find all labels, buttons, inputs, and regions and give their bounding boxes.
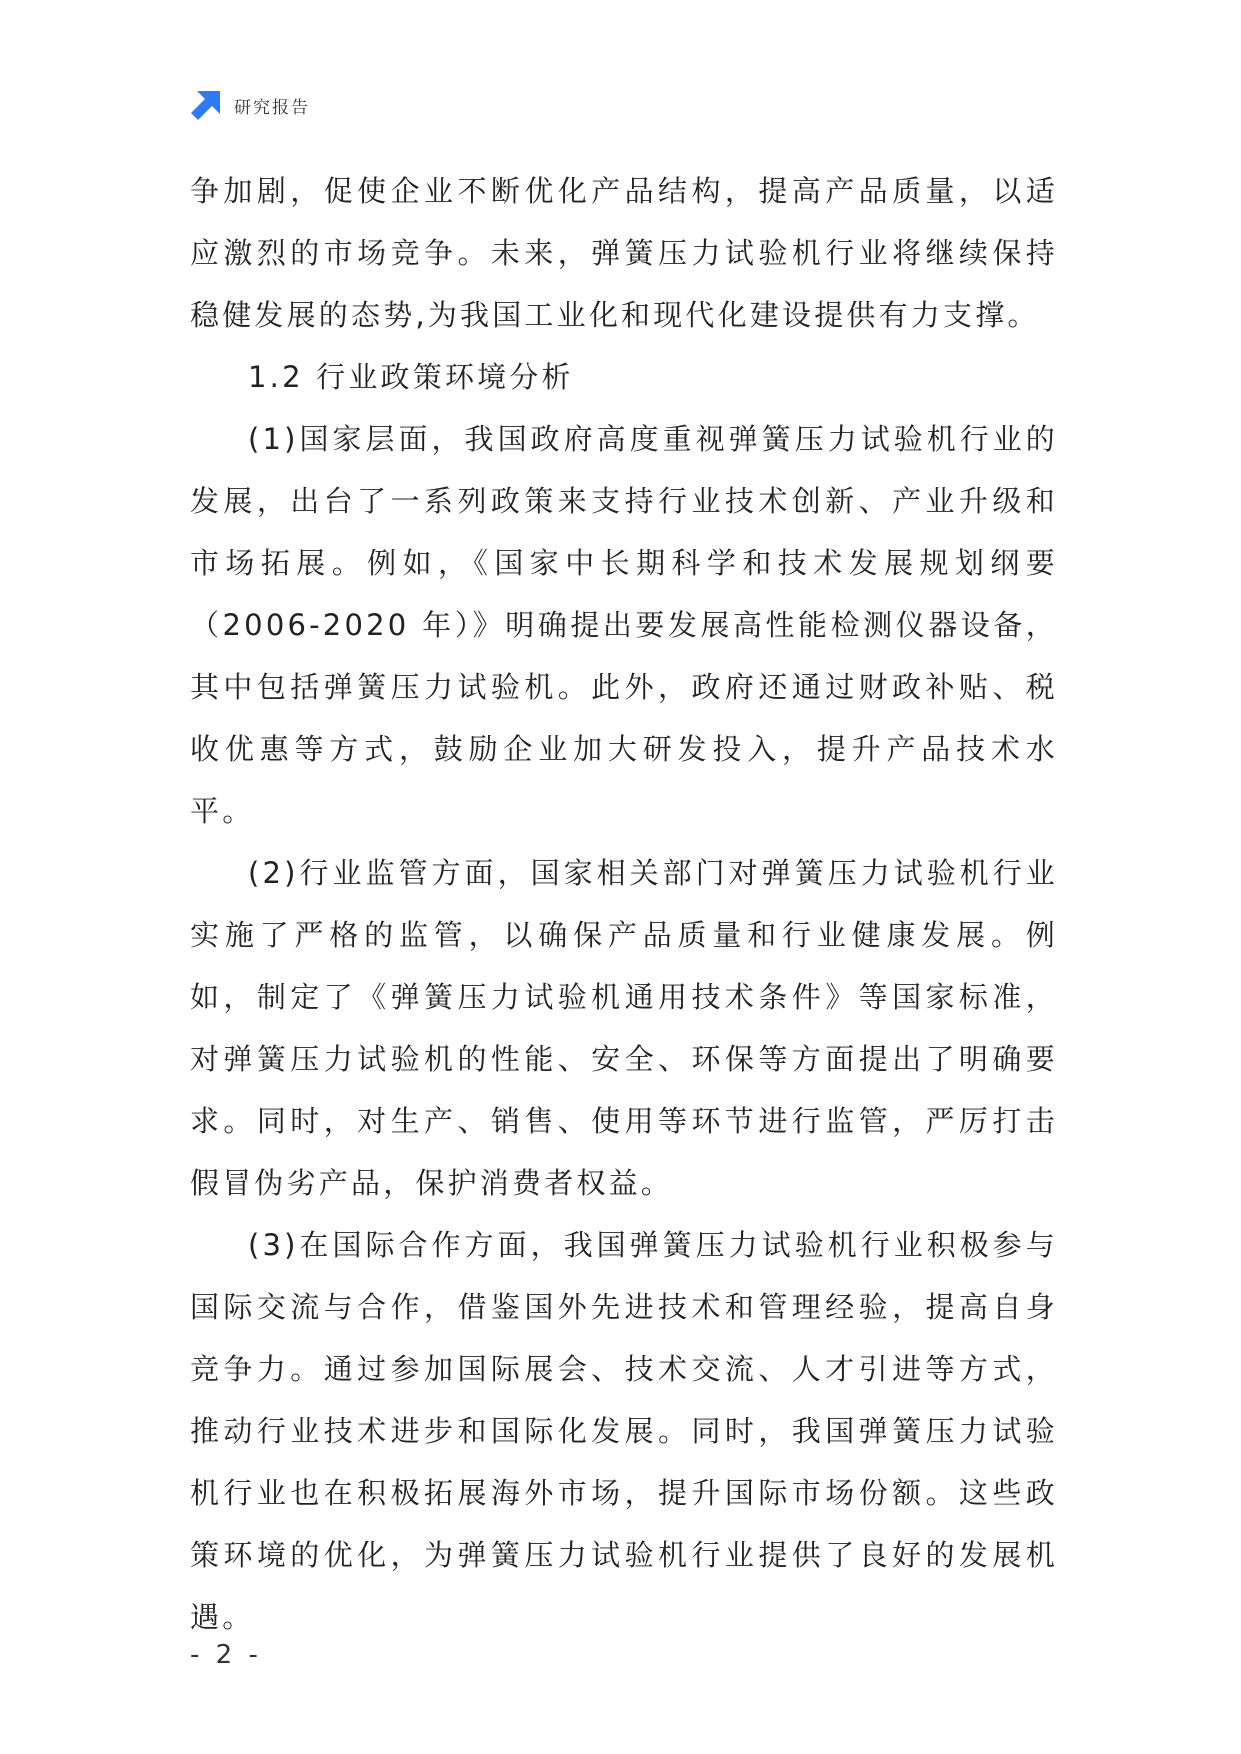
- header-title: 研究报告: [234, 97, 310, 118]
- paragraph-industry-regulation: (2)行业监管方面，国家相关部门对弹簧压力试验机行业实施了严格的监管，以确保产品质量和行业健康发展。例如，制定了《弹簧压力试验机通用技术条件》等国家标准，对弹簧压力试验机的性能、安全、环保等方面提出了明确要求。同时，对生产、销售、使用等环节进行监管，严厉打击假冒伪劣产品，保护消费者权益。: [190, 856, 1058, 1200]
- paragraph-international-cooperation: (3)在国际合作方面，我国弹簧压力试验机行业积极参与国际交流与合作，借鉴国外先进技术和管理经验，提高自身竞争力。通过参加国际展会、技术交流、人才引进等方式，推动行业技术进步和国际化发展。同时，我国弹簧压力试验机行业也在积极拓展海外市场，提升国际市场份额。这些政策环境的优化，为弹簧压力试验机行业提供了良好的发展机遇。: [190, 1228, 1058, 1634]
- arrow-up-right-icon: [190, 89, 222, 121]
- page-number: - 2 -: [190, 1640, 262, 1670]
- document-body: [190, 160, 1058, 1648]
- page-header: [190, 88, 310, 122]
- paragraph-continuation: 争加剧，促使企业不断优化产品结构，提高产品质量，以适应激烈的市场竞争。未来，弹簧压力试验机行业将继续保持稳健发展的态势,为我国工业化和现代化建设提供有力支撑。: [190, 174, 1058, 332]
- paragraph-national-level: (1)国家层面，我国政府高度重视弹簧压力试验机行业的发展，出台了一系列政策来支持行业技术创新、产业升级和市场拓展。例如，《国家中长期科学和技术发展规划纲要（2006-2020 年）》明确提出要发展高性能检测仪器设备，其中包括弹簧压力试验机。此外，政府还通过财政补贴、税收优惠等方式，鼓励企业加大研发投入，提升产品技术水平。: [190, 422, 1058, 828]
- section-heading: 1.2 行业政策环境分析: [248, 360, 574, 394]
